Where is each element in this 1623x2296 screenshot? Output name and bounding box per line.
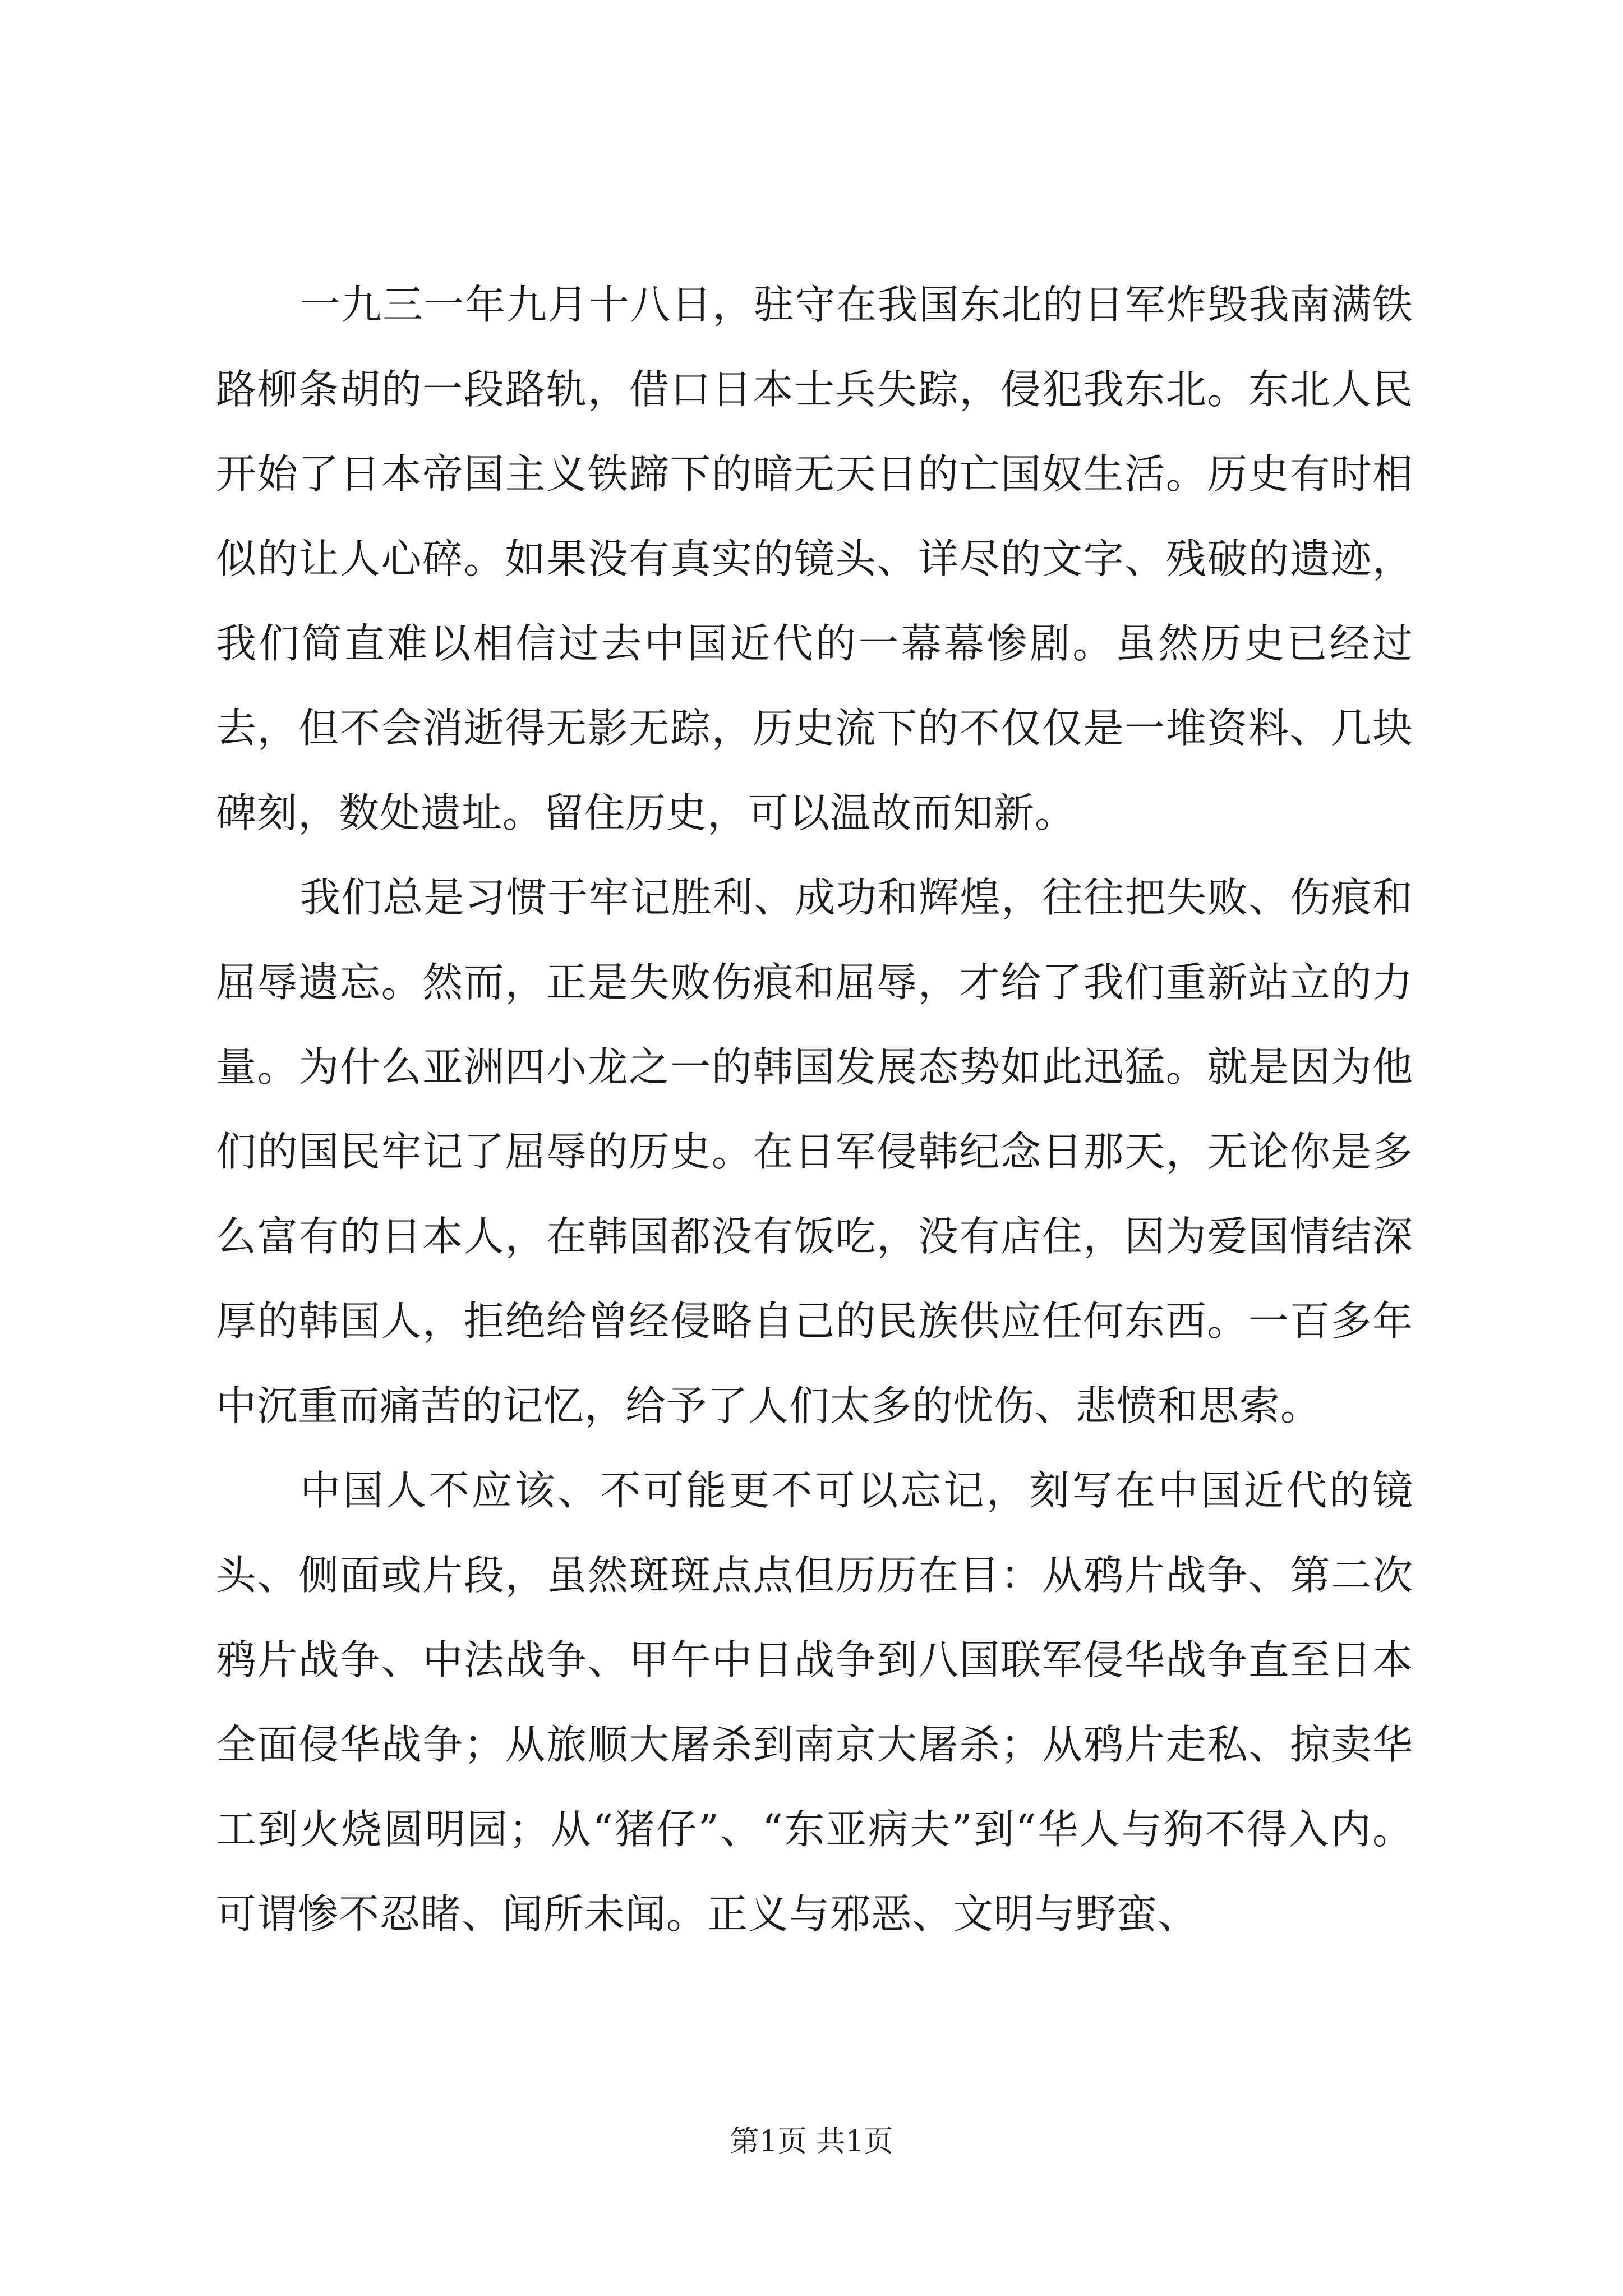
paragraph-1: 一九三一年九月十八日，驻守在我国东北的日军炸毁我南满铁路柳条胡的一段路轨，借口日本士兵失踪，侵犯我东北。东北人民开始了日本帝国主义铁蹄下的暗无天日的亡国奴生活。历史有时相似的让人心碎。如果没有真实的镜头、详尽的文字、残破的遗迹，我们简直难以相信过去中国近代的一幕幕惨剧。虽然历史已经过去，但不会消逝得无影无踪，历史流下的不仅仅是一堆资料、几块碑刻，数处遗址。留住历史，可以温故而知新。 <box>216 281 1413 836</box>
paragraph-2: 我们总是习惯于牢记胜利、成功和辉煌，往往把失败、伤痕和屈辱遗忘。然而，正是失败伤痕和屈辱，才给了我们重新站立的力量。为什么亚洲四小龙之一的韩国发展态势如此迅猛。就是因为他们的国民牢记了屈辱的历史。在日军侵韩纪念日那天，无论你是多么富有的日本人，在韩国都没有饭吃，没有店住，因为爱国情结深厚的韩国人，拒绝给曾经侵略自己的民族供应任何东西。一百多年中沉重而痛苦的记忆，给予了人们太多的忧伤、悲愤和思索。 <box>216 874 1413 1429</box>
page-footer: 第1页 共1页 <box>730 2125 893 2159</box>
document-body <box>216 263 1413 1957</box>
paragraph-3: 中国人不应该、不可能更不可以忘记，刻写在中国近代的镜头、侧面或片段，虽然斑斑点点但历历在目：从鸦片战争、第二次鸦片战争、中法战争、甲午中日战争到八国联军侵华战争直至日本全面侵华战争；从旅顺大屠杀到南京大屠杀；从鸦片走私、掠卖华工到火烧圆明园；从“猪仔”、“东亚病夫”到“华人与狗不得入内。可谓惨不忍睹、闻所未闻。正义与邪恶、文明与野蛮、 <box>216 1467 1413 1938</box>
